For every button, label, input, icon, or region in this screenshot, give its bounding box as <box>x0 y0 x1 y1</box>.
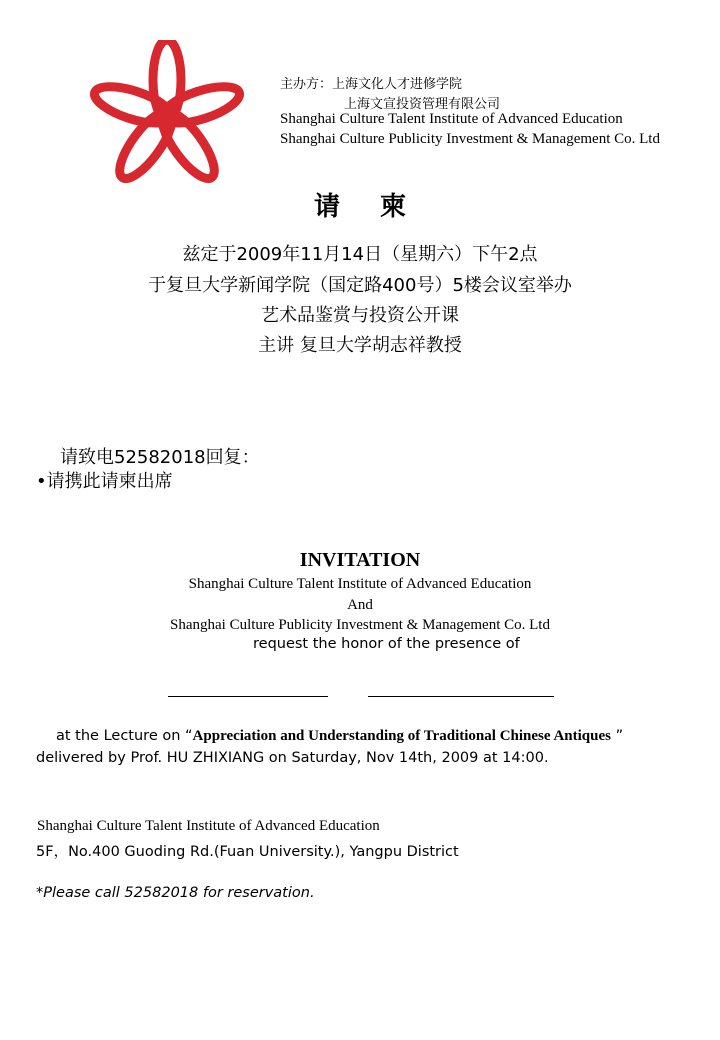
organizer-line-1 <box>280 73 462 92</box>
footer-institute: Shanghai Culture Talent Institute of Advanced Education <box>37 818 380 834</box>
organizer-en-2: Shanghai Culture Publicity Investment & Management Co. Ltd <box>280 131 660 147</box>
bullet-cn: 请携此请柬出席 <box>46 471 173 492</box>
lecture-suffix: ” <box>610 728 624 744</box>
invitation-line-4: request the honor of the presence of <box>253 636 520 652</box>
footer-address: 5F，No.400 Guoding Rd.(Fuan University.), Yangpu District <box>36 844 459 860</box>
lecture-prefix: at the Lecture on “ <box>56 728 193 744</box>
guest-title-line <box>368 696 554 697</box>
body-cn-line-2: 于复旦大学新闻学院（国定路400号）5楼会议室举办 <box>148 275 572 296</box>
lecture-topic: Appreciation and Understanding of Traditional Chinese Antiques <box>192 728 611 744</box>
invitation-line-1: Shanghai Culture Talent Institute of Advanced Education <box>188 576 532 592</box>
institute-logo <box>85 40 250 190</box>
organizer-cn-2: 上海文宣投资管理有限公司 <box>344 97 501 112</box>
organizer-label: 主办方： <box>280 77 333 92</box>
body-cn-line-3: 艺术品鉴赏与投资公开课 <box>261 305 459 326</box>
reply-cn: 请致电52582018回复： <box>60 447 260 468</box>
organizer-en-1: Shanghai Culture Talent Institute of Advanced Education <box>280 111 623 127</box>
title-cn: 请柬 <box>313 192 446 222</box>
guest-name-line <box>168 696 328 697</box>
body-cn-line-1: 兹定于2009年11月14日（星期六）下午2点 <box>182 244 538 265</box>
invitation-title: INVITATION <box>299 549 421 571</box>
body-cn-line-4: 主讲 复旦大学胡志祥教授 <box>258 335 462 356</box>
footer-reservation: *Please call 52582018 for reservation. <box>36 885 315 901</box>
invitation-line-3: Shanghai Culture Publicity Investment & Management Co. Ltd <box>170 617 550 633</box>
lecture-line-2: delivered by Prof. HU ZHIXIANG on Saturday, Nov 14th, 2009 at 14:00. <box>36 750 549 766</box>
invitation-line-2: And <box>347 597 373 613</box>
bullet-glyph: • <box>36 471 47 492</box>
lecture-line-1 <box>56 728 623 745</box>
bullet-item <box>36 467 173 493</box>
organizer-cn-1: 上海文化人才进修学院 <box>332 77 463 92</box>
